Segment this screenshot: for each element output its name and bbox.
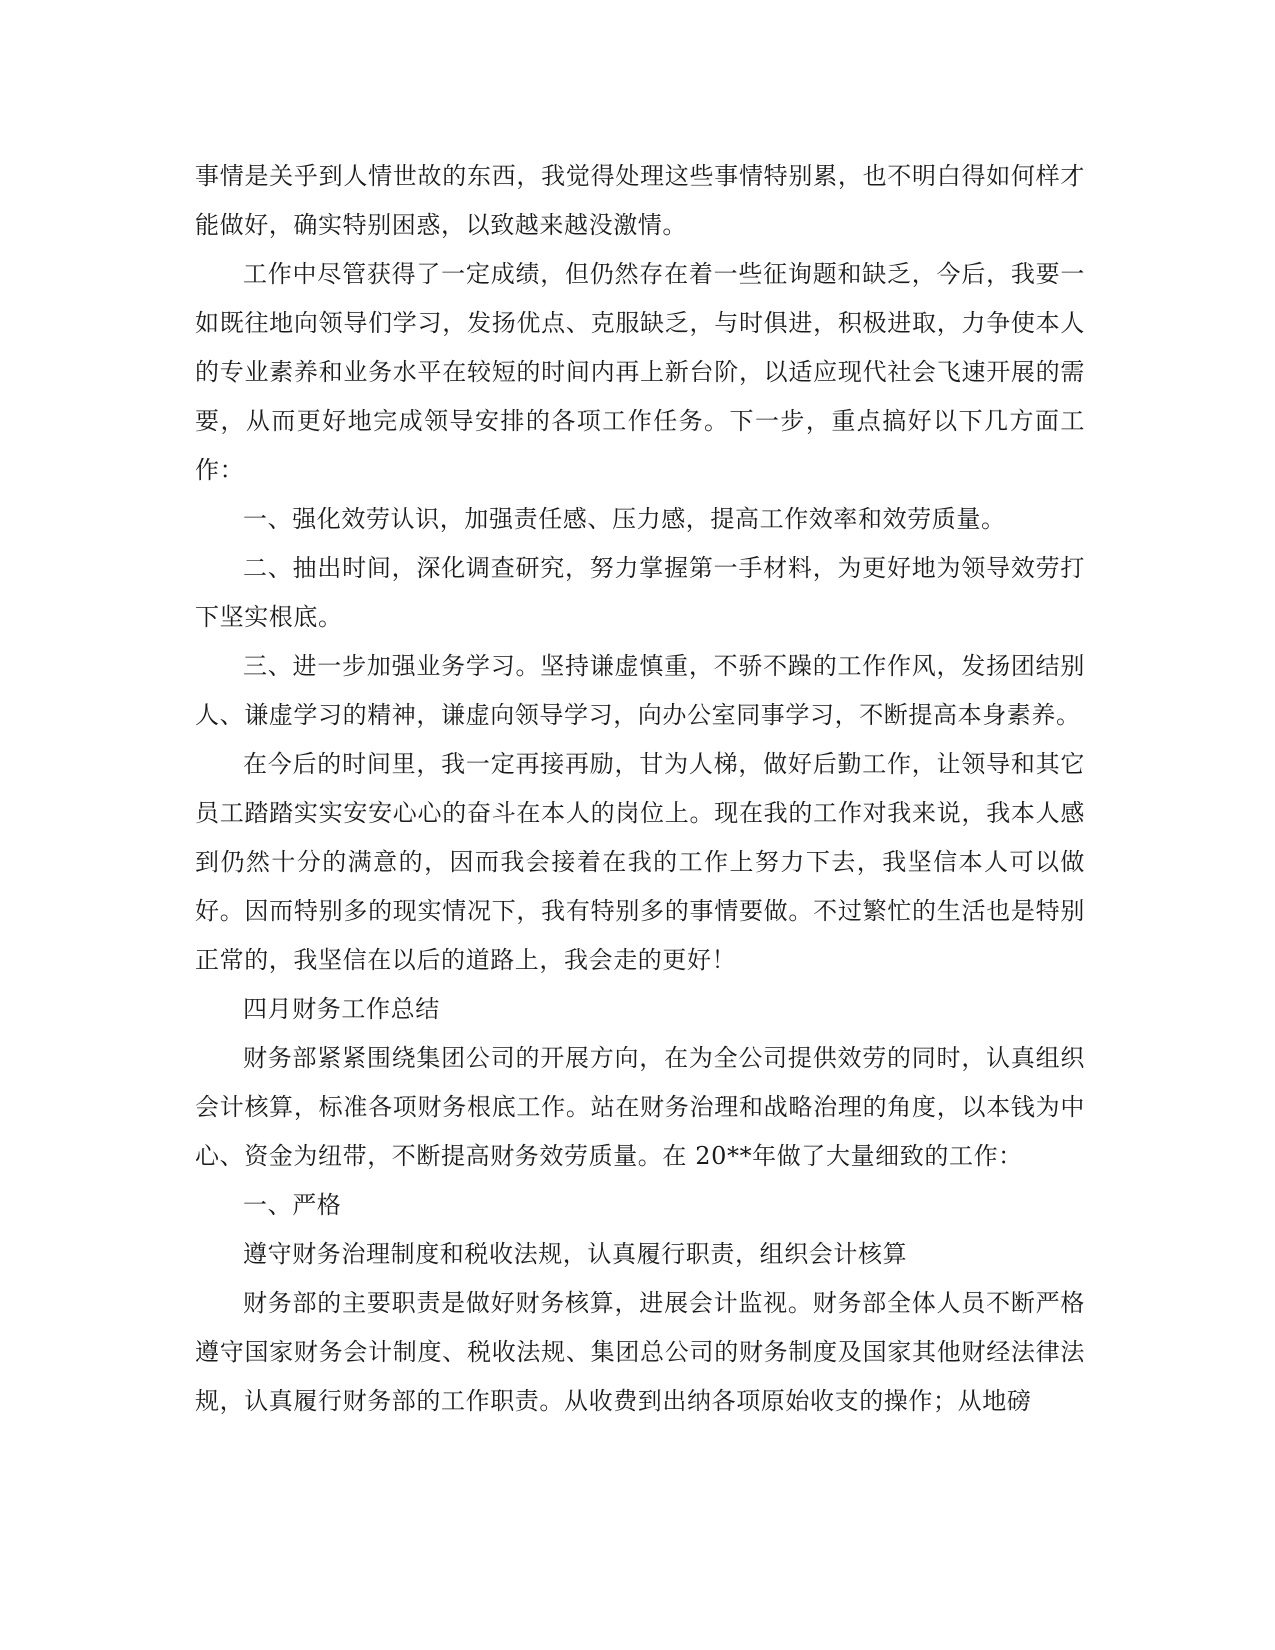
paragraph: 一、强化效劳认识，加强责任感、压力感，提高工作效率和效劳质量。 <box>243 505 1006 533</box>
paragraph: 一、严格 <box>243 1191 342 1219</box>
paragraph: 财务部紧紧围绕集团公司的开展方向，在为全公司提供效劳的同时，认真组织会计核算，标准各项财务根底工作。站在财务治理和战略治理的角度，以本钱为中心、资金为纽带，不断提高财务效劳质量。在 20**年做了大量细致的工作： <box>195 1044 1085 1170</box>
paragraph: 财务部的主要职责是做好财务核算，进展会计监视。财务部全体人员不断严格遵守国家财务会计制度、税收法规、集团总公司的财务制度及国家其他财经法律法规，认真履行财务部的工作职责。从收费到出纳各项原始收支的操作；从地磅 <box>195 1289 1085 1415</box>
paragraph: 遵守财务治理制度和税收法规，认真履行职责，组织会计核算 <box>243 1240 908 1268</box>
paragraph: 事情是关乎到人情世故的东西，我觉得处理这些事情特别累，也不明白得如何样才能做好，确实特别困惑，以致越来越没激情。 <box>195 162 1085 239</box>
document-page <box>195 152 1085 1426</box>
paragraph: 三、进一步加强业务学习。坚持谦虚慎重，不骄不躁的工作作风，发扬团结别人、谦虚学习的精神，谦虚向领导学习，向办公室同事学习，不断提高本身素养。 <box>195 652 1085 729</box>
paragraph: 工作中尽管获得了一定成绩，但仍然存在着一些征询题和缺乏，今后，我要一如既往地向领导们学习，发扬优点、克服缺乏，与时俱进，积极进取，力争使本人的专业素养和业务水平在较短的时间内再上新台阶，以适应现代社会飞速开展的需要，从而更好地完成领导安排的各项工作任务。下一步，重点搞好以下几方面工作： <box>195 260 1085 484</box>
paragraph: 二、抽出时间，深化调查研究，努力掌握第一手材料，为更好地为领导效劳打下坚实根底。 <box>195 554 1085 631</box>
paragraph: 在今后的时间里，我一定再接再励，甘为人梯，做好后勤工作，让领导和其它员工踏踏实实安安心心的奋斗在本人的岗位上。现在我的工作对我来说，我本人感到仍然十分的满意的，因而我会接着在我的工作上努力下去，我坚信本人可以做好。因而特别多的现实情况下，我有特别多的事情要做。不过繁忙的生活也是特别正常的，我坚信在以后的道路上，我会走的更好！ <box>195 750 1085 974</box>
section-heading: 四月财务工作总结 <box>243 995 440 1023</box>
